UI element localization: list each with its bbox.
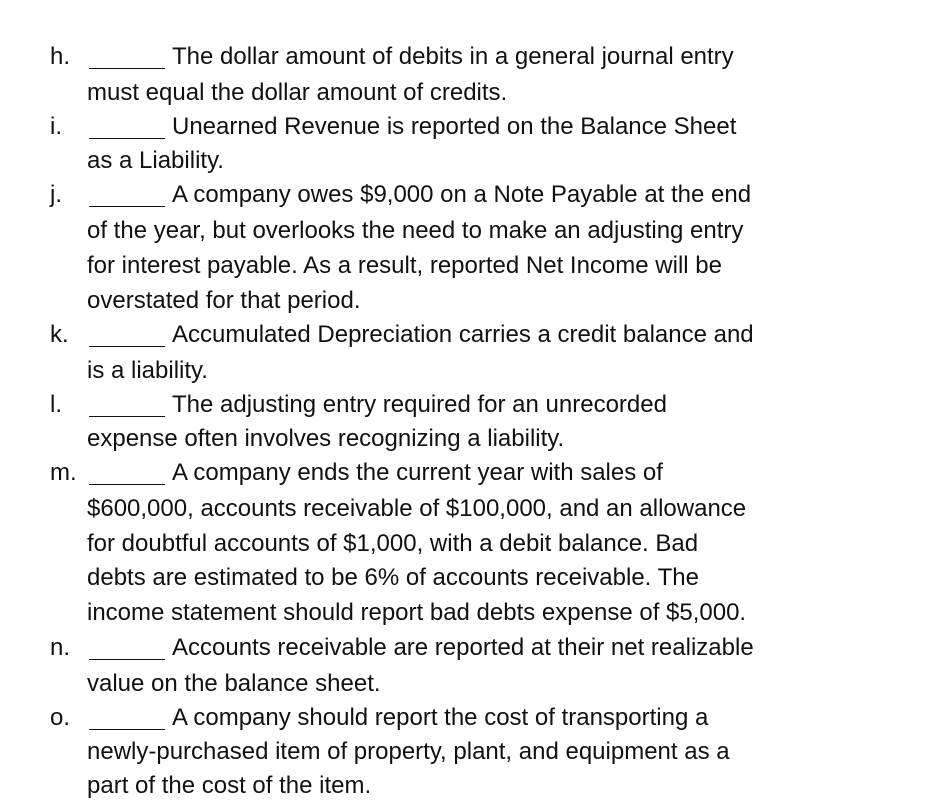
- answer-blank[interactable]: [89, 705, 165, 730]
- answer-blank[interactable]: [89, 635, 165, 660]
- question-text-line: debts are estimated to be 6% of accounts receivable. The: [87, 564, 699, 591]
- question-text-line: newly-purchased item of property, plant, and equipment as a: [87, 738, 730, 765]
- answer-blank[interactable]: [89, 44, 165, 69]
- question-text-line: value on the balance sheet.: [87, 670, 381, 697]
- answer-blank[interactable]: [89, 322, 165, 347]
- question-text-line: $600,000, accounts receivable of $100,000, and an allowance: [87, 495, 747, 522]
- question-text-line: The adjusting entry required for an unrecorded: [172, 391, 667, 418]
- question-letter: o.: [50, 704, 71, 731]
- question-letter: i.: [50, 113, 62, 140]
- question-letter: l.: [50, 391, 62, 418]
- question-letter: j.: [50, 181, 62, 208]
- question-text-line: of the year, but overlooks the need to make an adjusting entry: [87, 217, 744, 244]
- question-text-line: Accumulated Depreciation carries a credit balance and: [172, 321, 754, 348]
- question-text-line: is a liability.: [87, 357, 208, 384]
- question-letter: k.: [50, 321, 69, 348]
- question-letter: h.: [50, 43, 71, 70]
- question-text-line: for doubtful accounts of $1,000, with a debit balance. Bad: [87, 530, 699, 557]
- question-text-line: expense often involves recognizing a liability.: [87, 425, 565, 452]
- question-text-line: must equal the dollar amount of credits.: [87, 79, 508, 106]
- answer-blank[interactable]: [89, 114, 165, 139]
- answer-blank[interactable]: [89, 182, 165, 207]
- question-text-line: for interest payable. As a result, reported Net Income will be: [87, 252, 722, 279]
- question-letter: n.: [50, 634, 71, 661]
- question-text-line: A company owes $9,000 on a Note Payable at the end: [172, 181, 752, 208]
- question-text-line: A company should report the cost of transporting a: [172, 704, 709, 731]
- question-text-line: as a Liability.: [87, 147, 224, 174]
- question-text-line: Accounts receivable are reported at their net realizable: [172, 634, 754, 661]
- answer-blank[interactable]: [89, 392, 165, 417]
- question-text-line: A company ends the current year with sales of: [172, 459, 663, 486]
- question-text-line: income statement should report bad debts expense of $5,000.: [87, 599, 747, 626]
- question-text-line: The dollar amount of debits in a general journal entry: [172, 43, 734, 70]
- question-text-line: Unearned Revenue is reported on the Balance Sheet: [172, 113, 737, 140]
- question-text-line: part of the cost of the item.: [87, 772, 372, 799]
- question-letter: m.: [50, 459, 77, 486]
- answer-blank[interactable]: [89, 460, 165, 485]
- question-text-line: overstated for that period.: [87, 287, 361, 314]
